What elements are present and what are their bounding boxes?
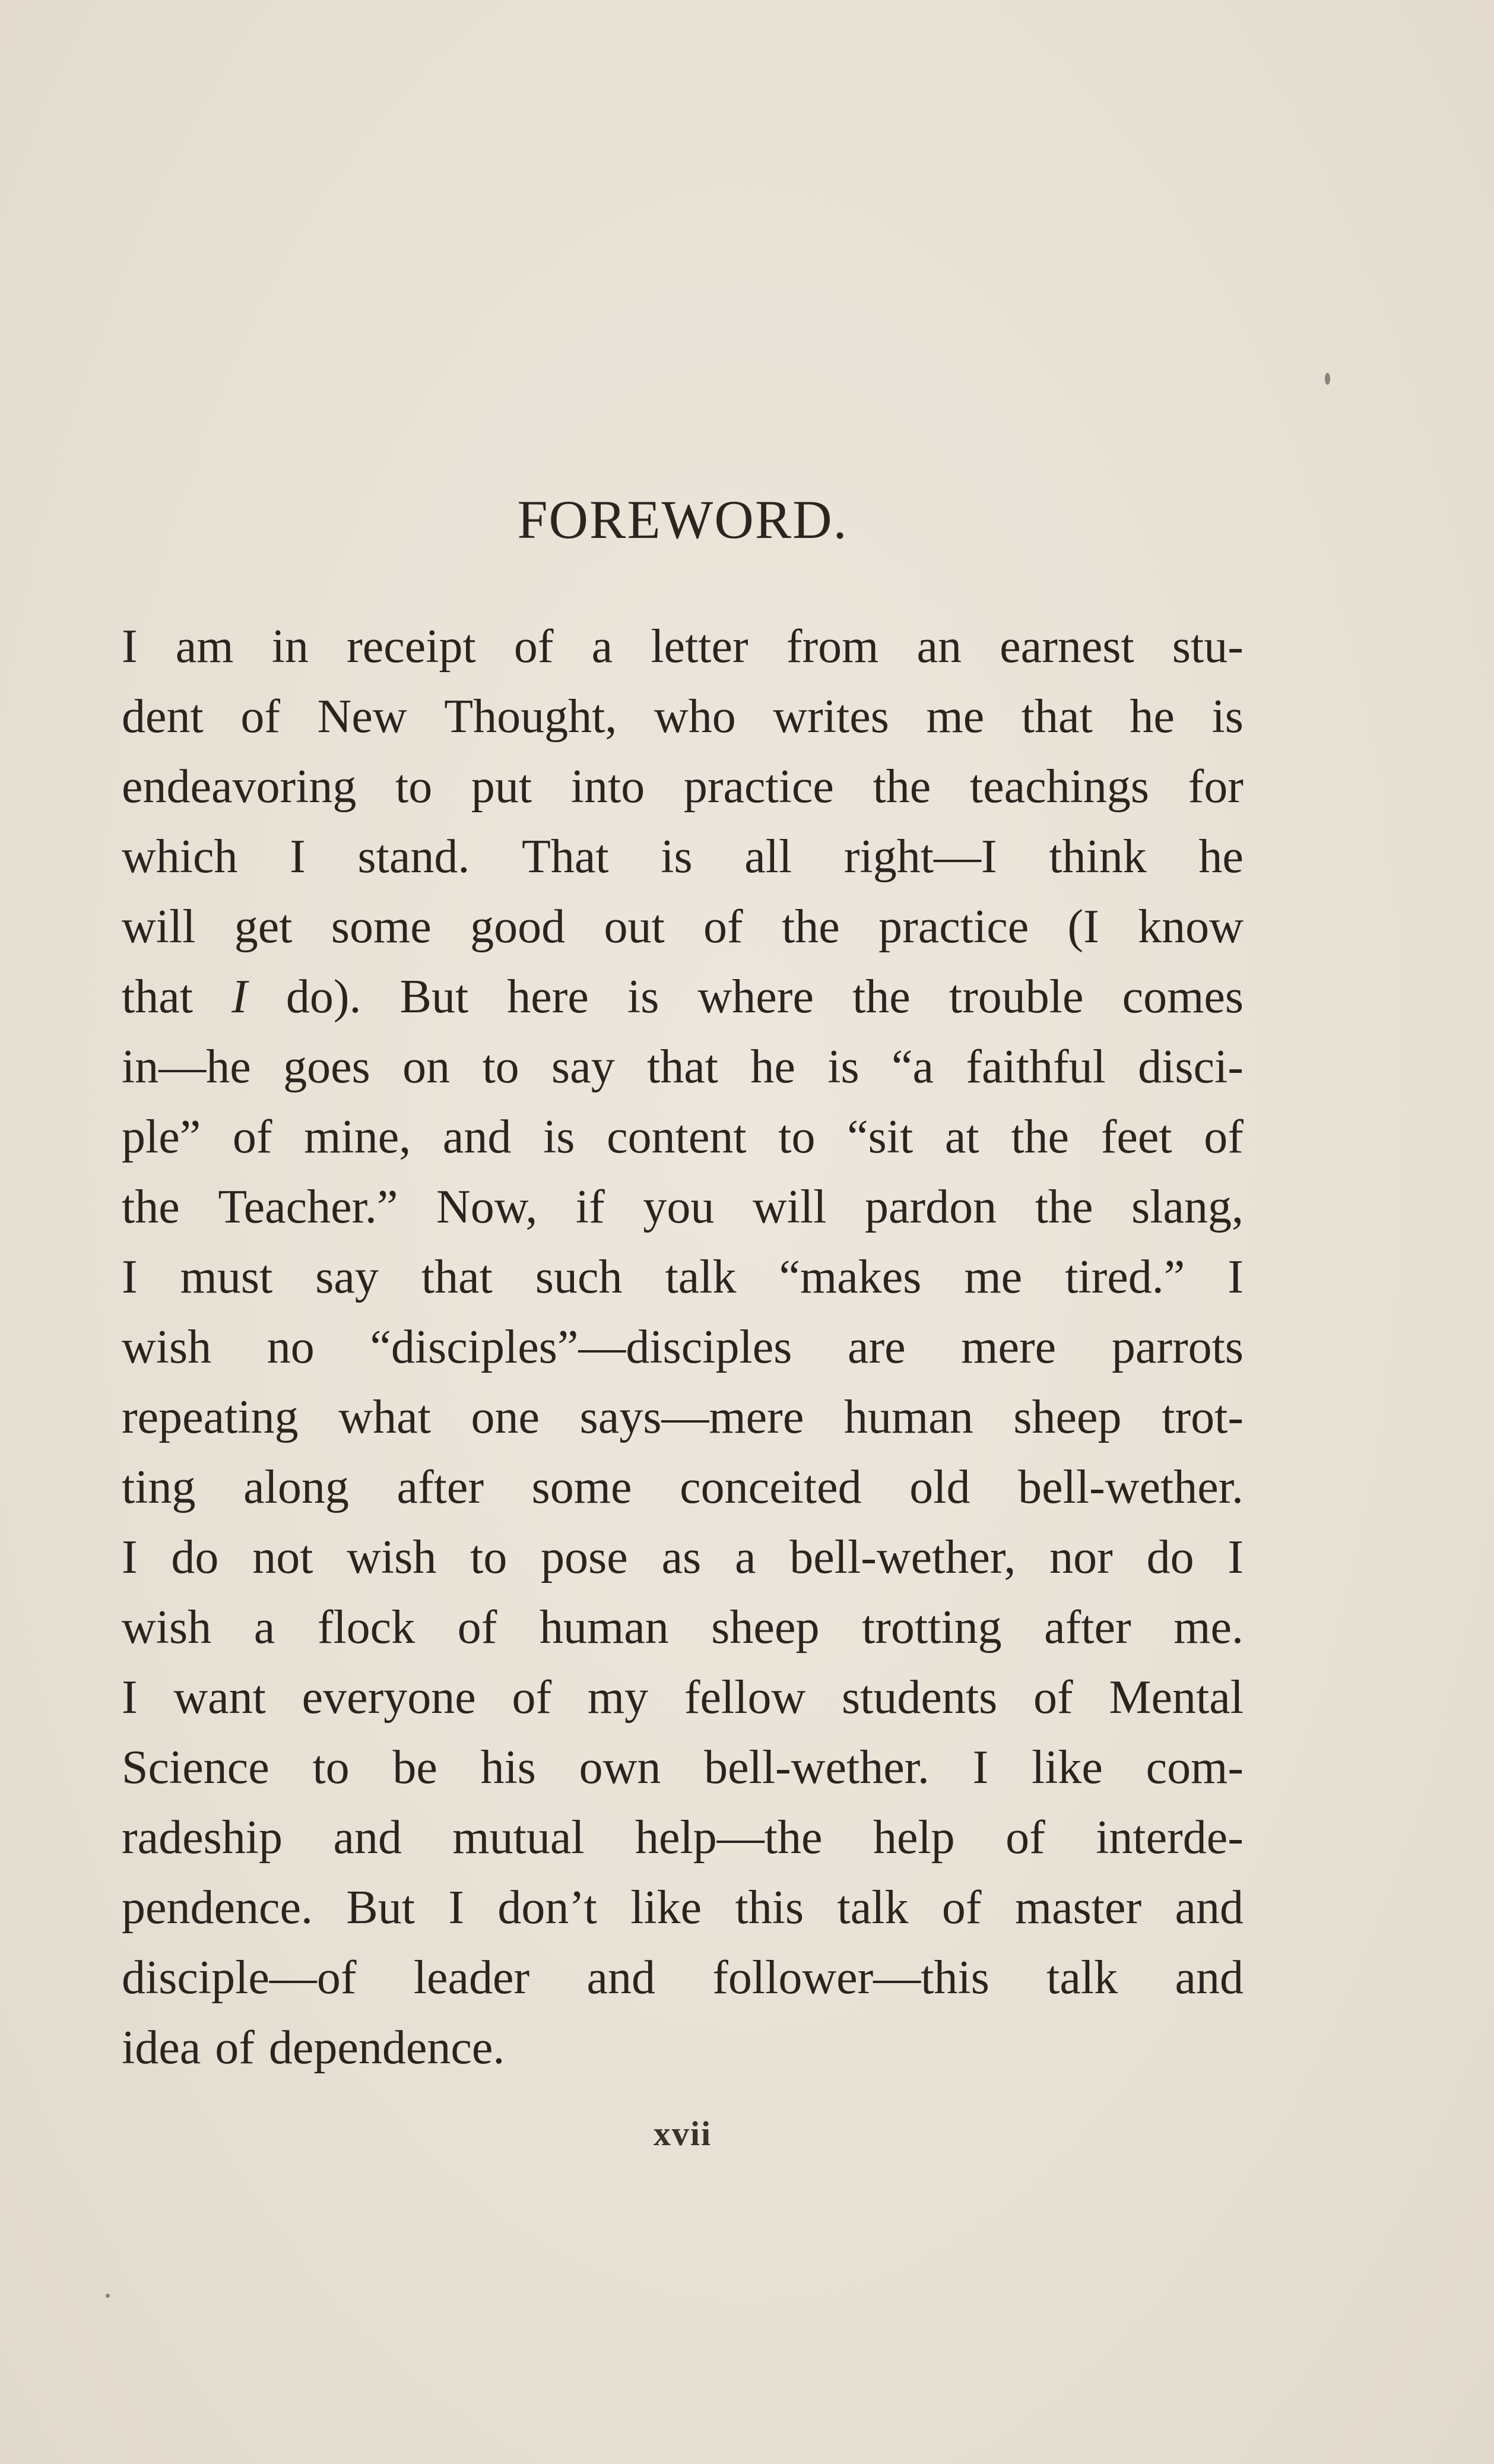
word: parrots <box>1111 1321 1244 1373</box>
word: I <box>1227 1531 1244 1583</box>
word: wish <box>122 1601 212 1654</box>
word: is <box>661 831 693 883</box>
word: help—the <box>635 1811 823 1864</box>
word: I <box>290 831 306 883</box>
word: fellow <box>684 1671 806 1724</box>
word: I <box>122 1251 138 1303</box>
word: radeship <box>122 1811 283 1864</box>
word: nor <box>1049 1531 1113 1583</box>
word: earnest <box>1000 620 1134 673</box>
text-line <box>122 1943 1244 2013</box>
word: old <box>909 1461 970 1513</box>
word: pardon <box>865 1181 997 1233</box>
word: slang, <box>1131 1181 1244 1233</box>
word: That <box>522 831 609 883</box>
word: will <box>752 1181 827 1233</box>
word: of <box>941 1882 982 1934</box>
word: faithful <box>966 1041 1106 1093</box>
word: I <box>1227 1251 1244 1303</box>
word: But <box>399 971 469 1023</box>
word: follower—this <box>712 1952 989 2004</box>
word: no <box>267 1321 315 1373</box>
text-line <box>122 1172 1244 1242</box>
text-line <box>122 682 1244 752</box>
word: comes <box>1122 971 1244 1023</box>
word: conceited <box>680 1461 862 1513</box>
word: “a <box>891 1041 934 1093</box>
text-line <box>122 752 1244 822</box>
word: out <box>604 901 665 953</box>
text-line <box>122 962 1244 1032</box>
text-line <box>122 822 1244 892</box>
word: a <box>591 620 613 673</box>
word: get <box>234 901 293 953</box>
word: I <box>972 1741 989 1794</box>
text-line <box>122 1733 1244 1803</box>
word: teachings <box>969 761 1150 813</box>
word: am <box>175 620 234 673</box>
word: is <box>1211 691 1244 743</box>
word: receipt <box>347 620 476 673</box>
word: as <box>661 1531 702 1583</box>
word: to <box>395 761 433 813</box>
word: do <box>1146 1531 1194 1583</box>
word: that <box>647 1041 719 1093</box>
word: this <box>735 1882 804 1934</box>
word: one <box>471 1391 540 1443</box>
word: a <box>735 1531 756 1583</box>
word: students <box>841 1671 998 1724</box>
word: disci- <box>1138 1041 1244 1093</box>
word: “disciples”—disciples <box>370 1321 792 1373</box>
word: says—mere <box>579 1391 804 1443</box>
word: at <box>944 1111 979 1163</box>
word: of <box>215 2022 255 2074</box>
word: he <box>750 1041 795 1093</box>
text-line <box>122 1803 1244 1873</box>
word: of <box>1033 1671 1073 1724</box>
word: goes <box>283 1041 370 1093</box>
text-line <box>122 1242 1244 1312</box>
word: help <box>873 1811 955 1864</box>
text-line <box>122 1102 1244 1172</box>
word: mere <box>961 1321 1057 1373</box>
word: the <box>1035 1181 1093 1233</box>
word: an <box>916 620 962 673</box>
word: bell-wether. <box>1018 1461 1244 1513</box>
word: after <box>397 1461 484 1513</box>
word: ting <box>122 1461 196 1513</box>
word: the <box>782 901 840 953</box>
text-line <box>122 1032 1244 1102</box>
word: (I <box>1067 901 1099 953</box>
word: I <box>122 1531 138 1583</box>
word: own <box>579 1741 661 1794</box>
word: com- <box>1146 1741 1244 1794</box>
word: of <box>457 1601 497 1654</box>
word: interde- <box>1096 1811 1244 1864</box>
text-line <box>122 1452 1244 1522</box>
word: of <box>240 691 280 743</box>
word: is <box>827 1041 859 1093</box>
word: that <box>122 971 193 1023</box>
word: all <box>744 831 792 883</box>
word: do). <box>286 971 361 1023</box>
word: content <box>607 1111 747 1163</box>
word: here <box>507 971 589 1023</box>
word: idea <box>122 2022 201 2074</box>
word: New <box>317 691 407 743</box>
word: his <box>480 1741 536 1794</box>
word: I <box>448 1882 465 1934</box>
word: will <box>122 901 196 953</box>
word: and <box>1175 1882 1244 1934</box>
word: bell-wether. <box>704 1741 930 1794</box>
word: from <box>786 620 879 673</box>
word: of <box>513 620 554 673</box>
word: the <box>873 761 931 813</box>
word: I <box>122 1671 138 1724</box>
word: in—he <box>122 1041 251 1093</box>
word: human <box>844 1391 973 1443</box>
word: the <box>122 1181 180 1233</box>
text-line <box>122 1522 1244 1592</box>
word: bell-wether, <box>789 1531 1016 1583</box>
word: trot- <box>1162 1391 1244 1443</box>
word: in <box>271 620 309 673</box>
word: of <box>232 1111 272 1163</box>
word: to <box>470 1531 507 1583</box>
word: for <box>1188 761 1244 813</box>
word: Teacher.” <box>218 1181 398 1233</box>
word: know <box>1138 901 1244 953</box>
word: to <box>778 1111 816 1163</box>
text-line <box>122 2013 1244 2083</box>
paper-speck <box>106 2294 110 2298</box>
word: “makes <box>779 1251 922 1303</box>
word: endeavoring <box>122 761 357 813</box>
word: and <box>333 1811 402 1864</box>
word: a <box>253 1601 275 1654</box>
word: after <box>1044 1601 1131 1654</box>
word: Science <box>122 1741 269 1794</box>
word: of <box>1204 1111 1244 1163</box>
word: pose <box>541 1531 628 1583</box>
word: where <box>697 971 814 1023</box>
word: into <box>570 761 645 813</box>
word: put <box>471 761 532 813</box>
word: good <box>470 901 566 953</box>
word: Thought, <box>444 691 617 743</box>
word: me <box>964 1251 1023 1303</box>
word: sheep <box>711 1601 820 1654</box>
word: to <box>312 1741 350 1794</box>
word: like <box>630 1882 702 1934</box>
word: “sit <box>847 1111 913 1163</box>
word: along <box>243 1461 349 1513</box>
word: stand. <box>357 831 470 883</box>
word: and <box>586 1952 655 2004</box>
word: he <box>1130 691 1175 743</box>
word: repeating <box>122 1391 299 1443</box>
word: ple” <box>122 1111 201 1163</box>
word: my <box>587 1671 649 1724</box>
word: not <box>252 1531 313 1583</box>
word: that <box>421 1251 493 1303</box>
word: everyone <box>302 1671 476 1724</box>
page-heading: FOREWORD. <box>517 489 848 550</box>
word: mutual <box>452 1811 585 1864</box>
word: right—I <box>843 831 997 883</box>
word: flock <box>317 1601 415 1654</box>
word: some <box>531 1461 632 1513</box>
text-line <box>122 892 1244 962</box>
word: want <box>173 1671 266 1724</box>
word: of <box>703 901 743 953</box>
word: if <box>575 1181 605 1233</box>
word: some <box>331 901 432 953</box>
word: master <box>1014 1882 1142 1934</box>
word: say <box>551 1041 615 1093</box>
word: and <box>1175 1952 1244 2004</box>
word: leader <box>413 1952 530 2004</box>
word: who <box>654 691 736 743</box>
word: which <box>122 831 238 883</box>
word: think <box>1049 831 1147 883</box>
word: you <box>643 1181 715 1233</box>
word: disciple—of <box>122 1952 357 2004</box>
word: is <box>627 971 659 1023</box>
word: like <box>1031 1741 1103 1794</box>
word: on <box>402 1041 451 1093</box>
word: tired.” <box>1065 1251 1185 1303</box>
word: be <box>392 1741 437 1794</box>
word: mine, <box>304 1111 411 1163</box>
word: trotting <box>862 1601 1002 1654</box>
word: sheep <box>1013 1391 1122 1443</box>
word: writes <box>773 691 889 743</box>
word: me. <box>1173 1601 1244 1654</box>
word: the <box>1011 1111 1070 1163</box>
text-line <box>122 1873 1244 1943</box>
word: do <box>171 1531 219 1583</box>
word: But <box>346 1882 415 1934</box>
word: to <box>482 1041 519 1093</box>
word: such <box>535 1251 623 1303</box>
word: Now, <box>436 1181 538 1233</box>
word: dent <box>122 691 204 743</box>
word: what <box>338 1391 431 1443</box>
foreword-paragraph <box>122 612 1244 2083</box>
word: practice <box>683 761 834 813</box>
word: I <box>231 971 248 1023</box>
word: pendence. <box>122 1882 313 1934</box>
word: wish <box>122 1321 212 1373</box>
text-line <box>122 1382 1244 1452</box>
word: of <box>512 1671 552 1724</box>
text-line <box>122 1592 1244 1662</box>
word: Mental <box>1109 1671 1244 1724</box>
word: the <box>852 971 911 1023</box>
text-line <box>122 1312 1244 1382</box>
word: must <box>180 1251 273 1303</box>
word: practice <box>878 901 1029 953</box>
word: dependence. <box>268 2022 505 2074</box>
word: I <box>122 620 138 673</box>
word: don’t <box>497 1882 597 1934</box>
word: talk <box>1046 1952 1118 2004</box>
word: and <box>442 1111 512 1163</box>
word: stu- <box>1172 620 1244 673</box>
word: say <box>315 1251 379 1303</box>
word: trouble <box>949 971 1084 1023</box>
text-line <box>122 612 1244 682</box>
word: talk <box>665 1251 737 1303</box>
word: he <box>1198 831 1244 883</box>
word: human <box>539 1601 669 1654</box>
word: letter <box>651 620 748 673</box>
word: that <box>1021 691 1093 743</box>
paper-speck <box>1325 373 1330 385</box>
word: of <box>1005 1811 1045 1864</box>
word: are <box>848 1321 906 1373</box>
word: is <box>543 1111 575 1163</box>
word: wish <box>347 1531 437 1583</box>
text-line <box>122 1662 1244 1733</box>
word: feet <box>1100 1111 1172 1163</box>
page-number: xvii <box>653 2114 712 2153</box>
word: me <box>926 691 985 743</box>
word: talk <box>837 1882 909 1934</box>
